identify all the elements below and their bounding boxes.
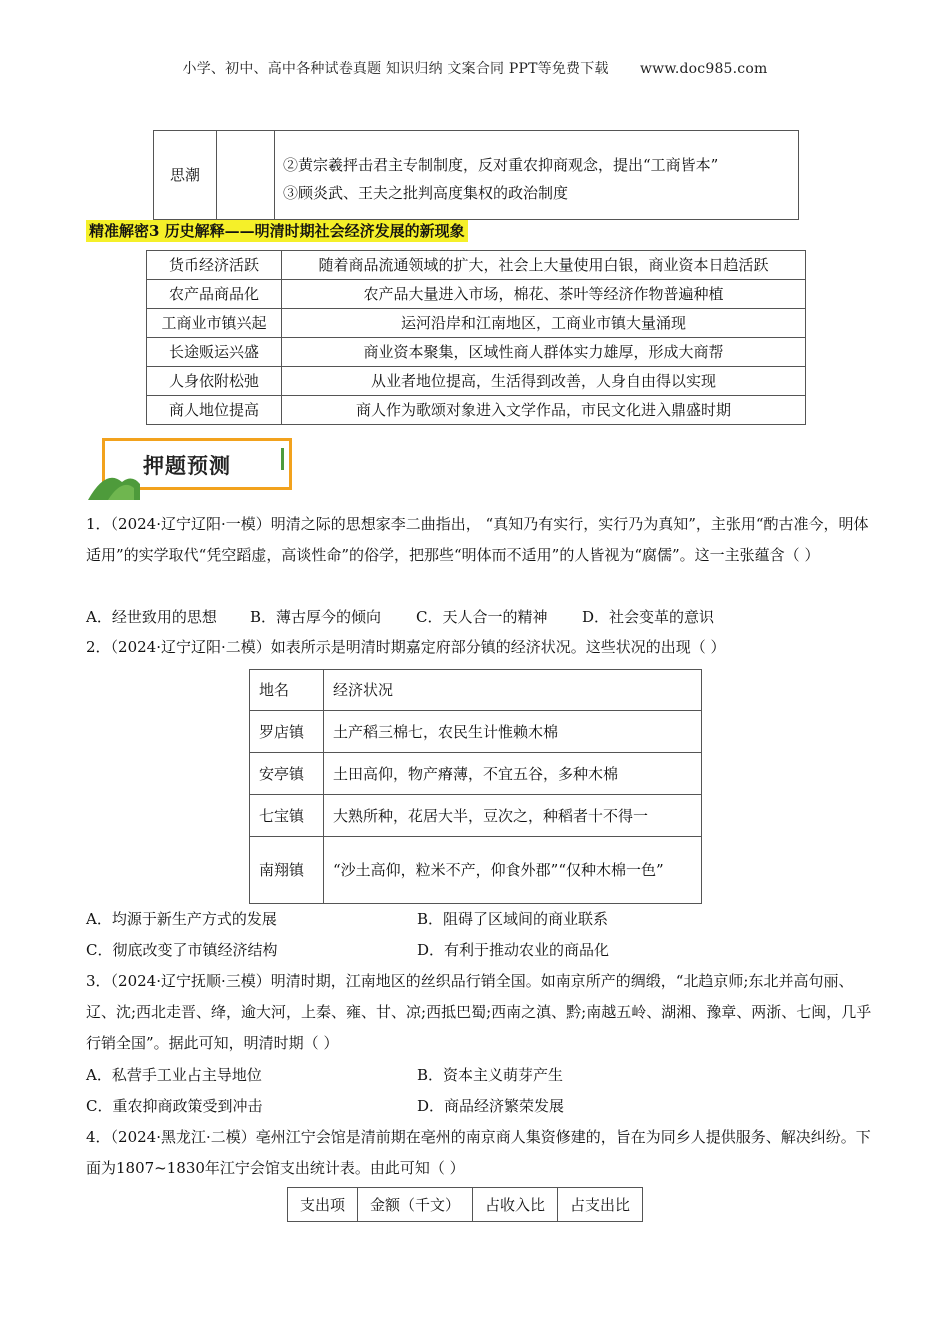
row-value: 商人作为歌颂对象进入文学作品，市民文化进入鼎盛时期 bbox=[282, 396, 806, 425]
table-header-row bbox=[288, 1188, 643, 1222]
row-key: 货币经济活跃 bbox=[147, 251, 282, 280]
thought-line-3: ③顾炎武、王夫之批判高度集权的政治制度 bbox=[283, 184, 569, 202]
table-header-row bbox=[250, 670, 702, 711]
col-header-economy: 经济状况 bbox=[324, 670, 702, 711]
prediction-badge bbox=[88, 438, 298, 498]
expense-table bbox=[287, 1187, 643, 1222]
question-2: 2．（2024·辽宁辽阳·二模）如表所示是明清时期嘉定府部分镇的经济状况。这些状况的出现（ ） bbox=[86, 638, 726, 656]
table-row bbox=[250, 795, 702, 837]
q1-option-a[interactable]: A．经世致用的思想 bbox=[86, 608, 217, 626]
q2-option-b[interactable]: B．阻碍了区域间的商业联系 bbox=[417, 910, 609, 928]
row-value: 运河沿岸和江南地区，工商业市镇大量涌现 bbox=[282, 309, 806, 338]
town-economy: 土产稻三棉七，农民生计惟赖木棉 bbox=[324, 711, 702, 753]
page-header bbox=[0, 58, 950, 78]
q3-option-c[interactable]: C．重农抑商政策受到冲击 bbox=[86, 1097, 263, 1115]
col-header-item: 支出项 bbox=[288, 1188, 358, 1222]
col-header-income-ratio: 占收入比 bbox=[473, 1188, 558, 1222]
town-name: 南翔镇 bbox=[250, 837, 324, 904]
q1-option-c[interactable]: C．天人合一的精神 bbox=[416, 608, 548, 626]
empty-cell bbox=[217, 131, 275, 220]
col-header-place: 地名 bbox=[250, 670, 324, 711]
town-name: 罗店镇 bbox=[250, 711, 324, 753]
town-economy: “沙土高仰，粒米不产，仰食外郡”“仅种木棉一色” bbox=[324, 837, 702, 904]
table-row bbox=[147, 338, 806, 367]
row-key: 长途贩运兴盛 bbox=[147, 338, 282, 367]
header-url[interactable]: www.doc985.com bbox=[639, 61, 768, 77]
table-row bbox=[147, 367, 806, 396]
header-text: 小学、初中、高中各种试卷真题 知识归纳 文案合同 PPT等免费下载 bbox=[182, 61, 609, 77]
town-name: 安亭镇 bbox=[250, 753, 324, 795]
table-row bbox=[147, 280, 806, 309]
q3-option-d[interactable]: D．商品经济繁荣发展 bbox=[417, 1097, 565, 1115]
q3-option-b[interactable]: B．资本主义萌芽产生 bbox=[417, 1066, 564, 1084]
q1-option-d[interactable]: D．社会变革的意识 bbox=[582, 608, 715, 626]
col-header-amount: 金额（千文） bbox=[358, 1188, 473, 1222]
q2-option-a[interactable]: A．均源于新生产方式的发展 bbox=[86, 910, 277, 928]
table-row bbox=[147, 251, 806, 280]
category-cell: 思潮 bbox=[154, 131, 217, 220]
col-header-expense-ratio: 占支出比 bbox=[558, 1188, 643, 1222]
table-row bbox=[250, 753, 702, 795]
q2-option-d[interactable]: D．有利于推动农业的商品化 bbox=[417, 941, 610, 959]
row-value: 农产品大量进入市场，棉花、茶叶等经济作物普遍种植 bbox=[282, 280, 806, 309]
row-value: 随着商品流通领域的扩大，社会上大量使用白银，商业资本日趋活跃 bbox=[282, 251, 806, 280]
q3-option-a[interactable]: A．私营手工业占主导地位 bbox=[86, 1066, 262, 1084]
thought-line-2: ②黄宗羲抨击君主专制制度，反对重农抑商观念，提出“工商皆本” bbox=[283, 156, 719, 174]
row-value: 商业资本聚集，区域性商人群体实力雄厚，形成大商帮 bbox=[282, 338, 806, 367]
phenomena-table bbox=[146, 250, 806, 425]
town-economy: 大熟所种，花居大半，豆次之，种稻者十不得一 bbox=[324, 795, 702, 837]
q2-option-c[interactable]: C．彻底改变了市镇经济结构 bbox=[86, 941, 278, 959]
question-1: 1．（2024·辽宁辽阳·一模）明清之际的思想家李二曲指出， “真知乃有实行，实行乃为真知”，主张用“酌古准今，明体适用”的实学取代“凭空蹈虚，高谈性命”的俗学，把那些“明体而不适用”的人皆视为“腐儒”。这一主张蕴含（ ） bbox=[86, 515, 869, 564]
towns-table bbox=[249, 669, 702, 904]
row-key: 工商业市镇兴起 bbox=[147, 309, 282, 338]
table-row bbox=[147, 396, 806, 425]
q1-option-b[interactable]: B．薄古厚今的倾向 bbox=[250, 608, 382, 626]
town-name: 七宝镇 bbox=[250, 795, 324, 837]
row-key: 人身依附松弛 bbox=[147, 367, 282, 396]
question-3: 3．（2024·辽宁抚顺·三模）明清时期，江南地区的丝织品行销全国。如南京所产的绸缎，“北趋京师;东北并高句丽、辽、沈;西北走晋、绛，逾大河，上秦、雍、甘、凉;西抵巴蜀;西南之滇、黔;南越五岭、湖湘、豫章、两浙、七闽，几乎行销全国”。据此可知，明清时期（ ） bbox=[86, 972, 872, 1052]
section-title: 精准解密3 历史解释——明清时期社会经济发展的新现象 bbox=[86, 220, 468, 242]
town-economy: 土田高仰，物产瘠薄，不宜五谷，多种木棉 bbox=[324, 753, 702, 795]
table-row bbox=[250, 837, 702, 904]
row-key: 农产品商品化 bbox=[147, 280, 282, 309]
table-row bbox=[147, 309, 806, 338]
badge-label: 押题预测 bbox=[143, 454, 231, 478]
row-key: 商人地位提高 bbox=[147, 396, 282, 425]
row-value: 从业者地位提高，生活得到改善，人身自由得以实现 bbox=[282, 367, 806, 396]
table-row bbox=[250, 711, 702, 753]
thought-table bbox=[153, 130, 799, 220]
question-4: 4．（2024·黑龙江·二模）亳州江宁会馆是清前期在亳州的南京商人集资修建的，旨在为同乡人提供服务、解决纠纷。下面为1807~1830年江宁会馆支出统计表。由此可知（ ） bbox=[86, 1128, 871, 1177]
